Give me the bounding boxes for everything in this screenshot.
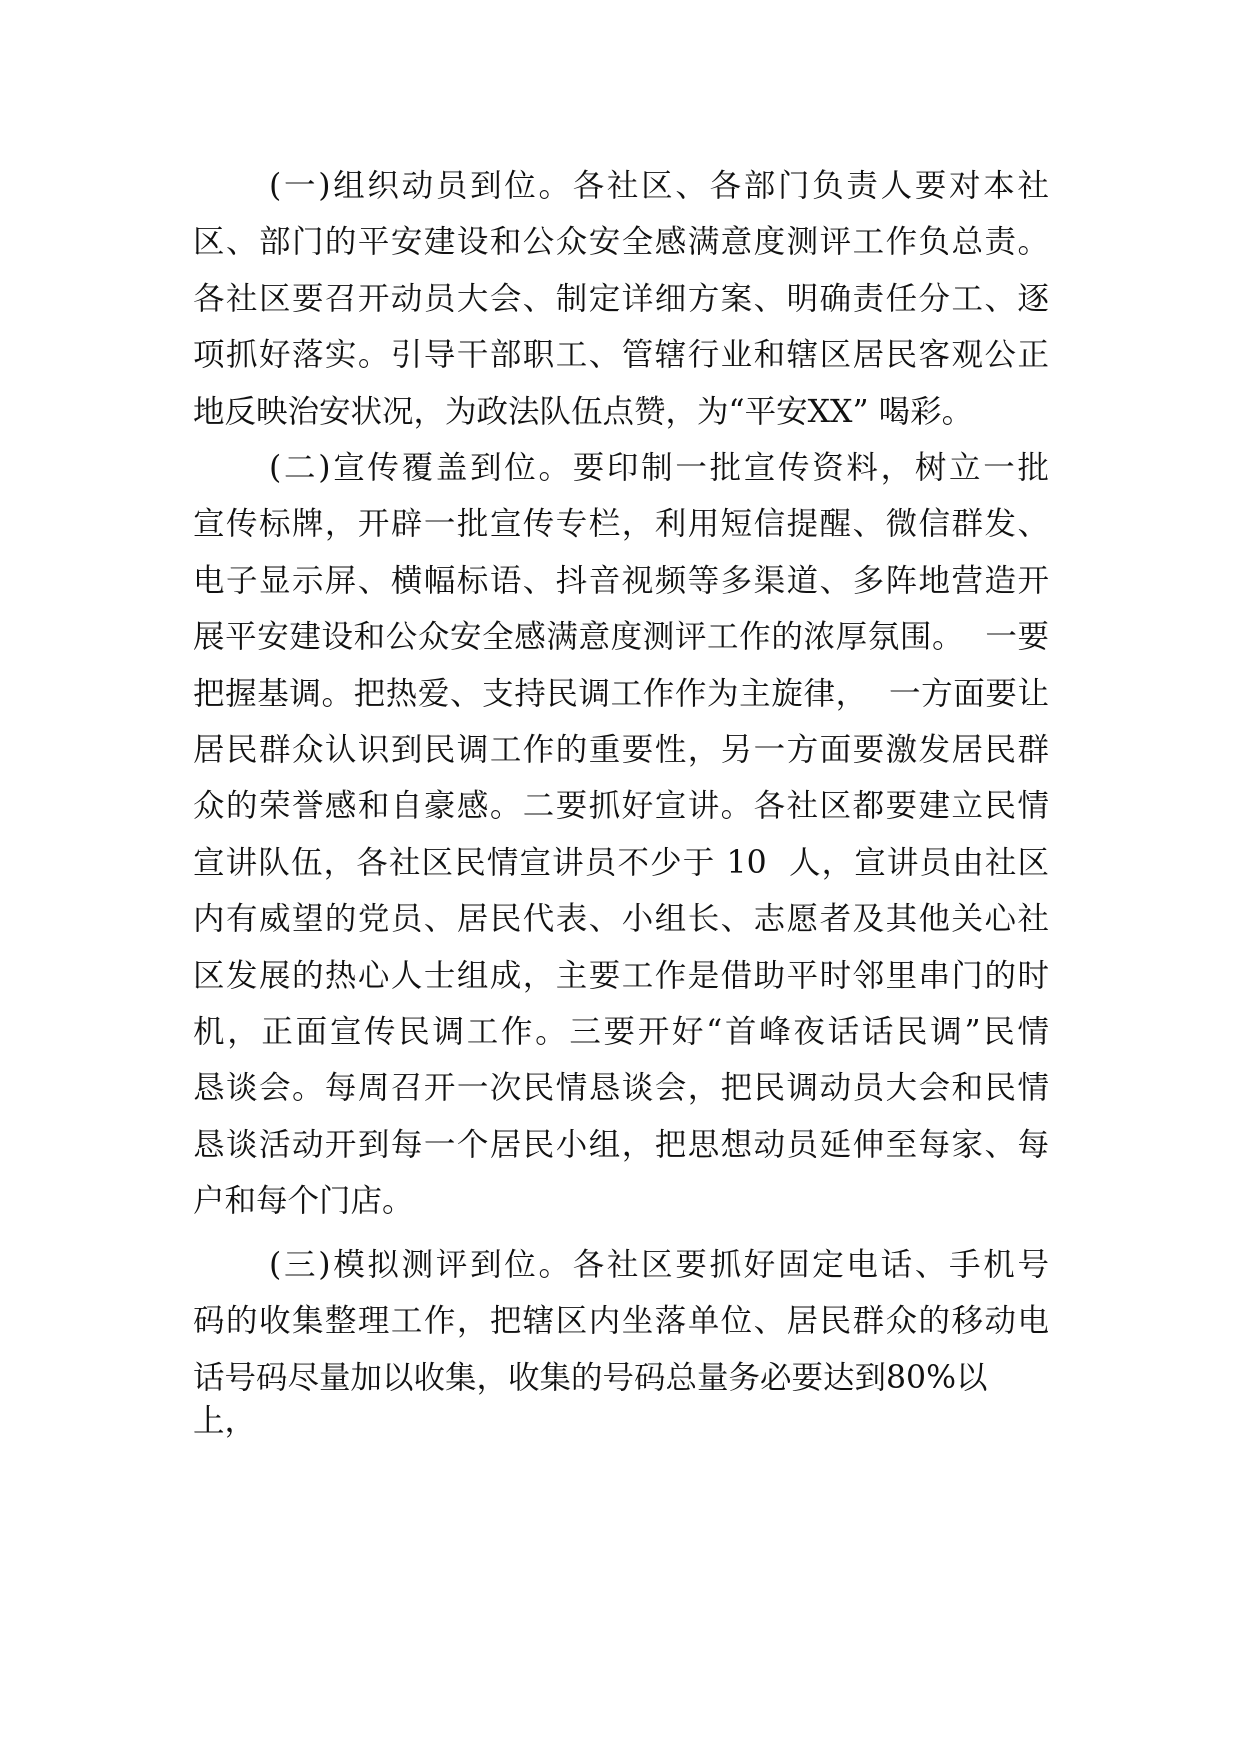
text-line: 区发展的热心人士组成，主要工作是借助平时邻里串门的时 [193, 957, 1049, 994]
text-line: 众的荣誉感和自豪感。二要抓好宣讲。各社区都要建立民情 [193, 788, 1049, 825]
section-heading-line: (三)模拟测评到位。各社区要抓好固定电话、手机号 [269, 1247, 1049, 1283]
text-line: 恳谈会。每周召开一次民情恳谈会，把民调动员大会和民情 [193, 1070, 1049, 1107]
section-heading-line: (二)宣传覆盖到位。要印制一批宣传资料，树立一批 [269, 450, 1049, 486]
text-line: 宣讲队伍，各社区民情宣讲员不少于 10 人，宣讲员由社区 [193, 844, 1049, 881]
text-line: 各社区要召开动员大会、制定详细方案、明确责任分工、逐 [193, 280, 1049, 317]
text-line: 码的收集整理工作，把辖区内坐落单位、居民群众的移动电 [193, 1303, 1049, 1340]
text-line: 上， [193, 1403, 257, 1440]
section-heading-line: (一)组织动员到位。各社区、各部门负责人要对本社 [269, 168, 1049, 204]
text-line: 居民群众认识到民调工作的重要性，另一方面要激发居民群 [193, 731, 1049, 768]
text-line: 恳谈活动开到每一个居民小组，把思想动员延伸至每家、每 [193, 1126, 1049, 1163]
text-line: 话号码尽量加以收集，收集的号码总量务必要达到80%以 [193, 1359, 988, 1396]
text-line: 项抓好落实。引导干部职工、管辖行业和辖区居民客观公正 [193, 337, 1049, 374]
text-line: 电子显示屏、横幅标语、抖音视频等多渠道、多阵地营造开 [193, 562, 1049, 599]
text-line: 宣传标牌，开辟一批宣传专栏，利用短信提醒、微信群发、 [193, 506, 1049, 543]
text-line: 地反映治安状况，为政法队伍点赞，为“平安XX” 喝彩。 [193, 393, 974, 430]
section-publicity-coverage [193, 440, 1049, 1229]
text-line: 内有威望的党员、居民代表、小组长、志愿者及其他关心社 [193, 901, 1049, 938]
section-mock-evaluation [193, 1237, 1049, 1450]
text-line: 展平安建设和公众安全感满意度测评工作的浓厚氛围。 一要 [193, 619, 1049, 656]
text-line: 区、部门的平安建设和公众安全感满意度测评工作负总责。 [193, 224, 1049, 261]
text-line: 把握基调。把热爱、支持民调工作作为主旋律， 一方面要让 [193, 675, 1049, 712]
section-organize-mobilization [193, 158, 1049, 440]
text-line: 户和每个门店。 [193, 1183, 414, 1220]
text-line: 机，正面宣传民调工作。三要开好“首峰夜话话民调”民情 [193, 1013, 1049, 1050]
